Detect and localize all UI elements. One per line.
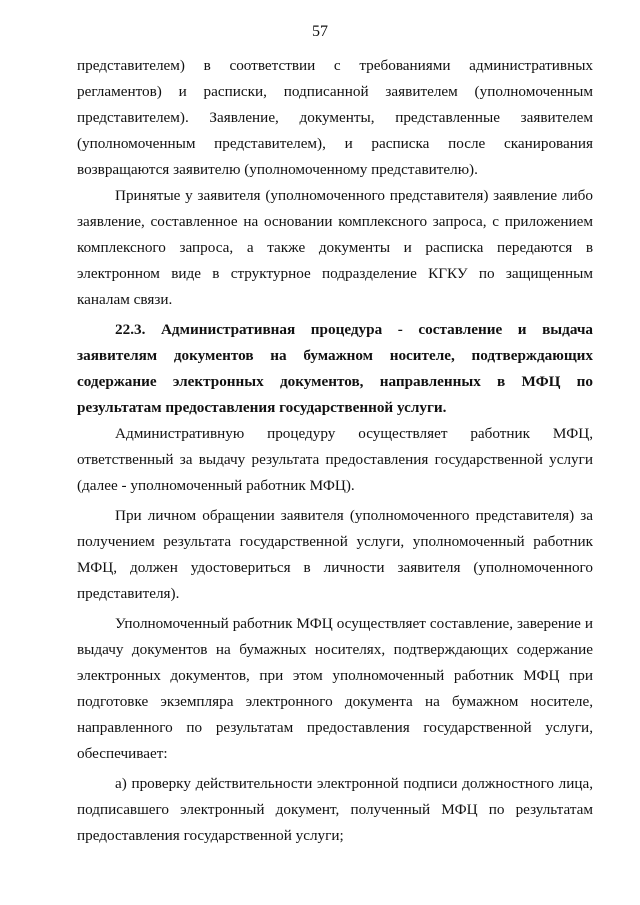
paragraph-transfer: Принятые у заявителя (уполномоченного представителя) заявление либо заявление, составленное на основании комплексного запроса, с приложением комплексного запроса, а также документы и расписка передаются в электронном виде в структурное подразделение КГКУ по защищенным каналам связи. [77, 187, 593, 308]
paragraph-continuation: представителем) в соответствии с требованиями административных регламентов) и расписки, подписанной заявителем (уполномоченным представителем). Заявление, документы, представленные заявителем (уполномоченным представителем), и расписка после сканирования возвращаются заявителю (уполномоченному представителю). [77, 57, 593, 178]
paragraph-document-preparation: Уполномоченный работник МФЦ осуществляет составление, заверение и выдачу документов на бумажных носителях, подтверждающих содержание электронных документов, при этом уполномоченный работник МФЦ при подготовке экземпляра электронного документа на бумажном носителе, направленного по результатам предоставления государственной услуги, обеспечивает: [77, 615, 593, 762]
section-heading-22-3: 22.3. Административная процедура - составление и выдача заявителям документов на бумажном носителе, подтверждающих содержание электронных документов, направленных в МФЦ по результатам предоставления государственной услуги. [77, 321, 593, 416]
list-item-a: а) проверку действительности электронной подписи должностного лица, подписавшего электронный документ, полученный МФЦ по результатам предоставления государственной услуги; [77, 775, 593, 844]
page-number: 57 [312, 23, 328, 40]
paragraph-procedure-responsible: Административную процедуру осуществляет работник МФЦ, ответственный за выдачу результата предоставления государственной услуги (далее - уполномоченный работник МФЦ). [77, 425, 593, 494]
document-body [77, 53, 593, 849]
paragraph-identity-check: При личном обращении заявителя (уполномоченного представителя) за получением результата государственной услуги, уполномоченный работник МФЦ, должен удостовериться в личности заявителя (уполномоченного представителя). [77, 507, 593, 602]
